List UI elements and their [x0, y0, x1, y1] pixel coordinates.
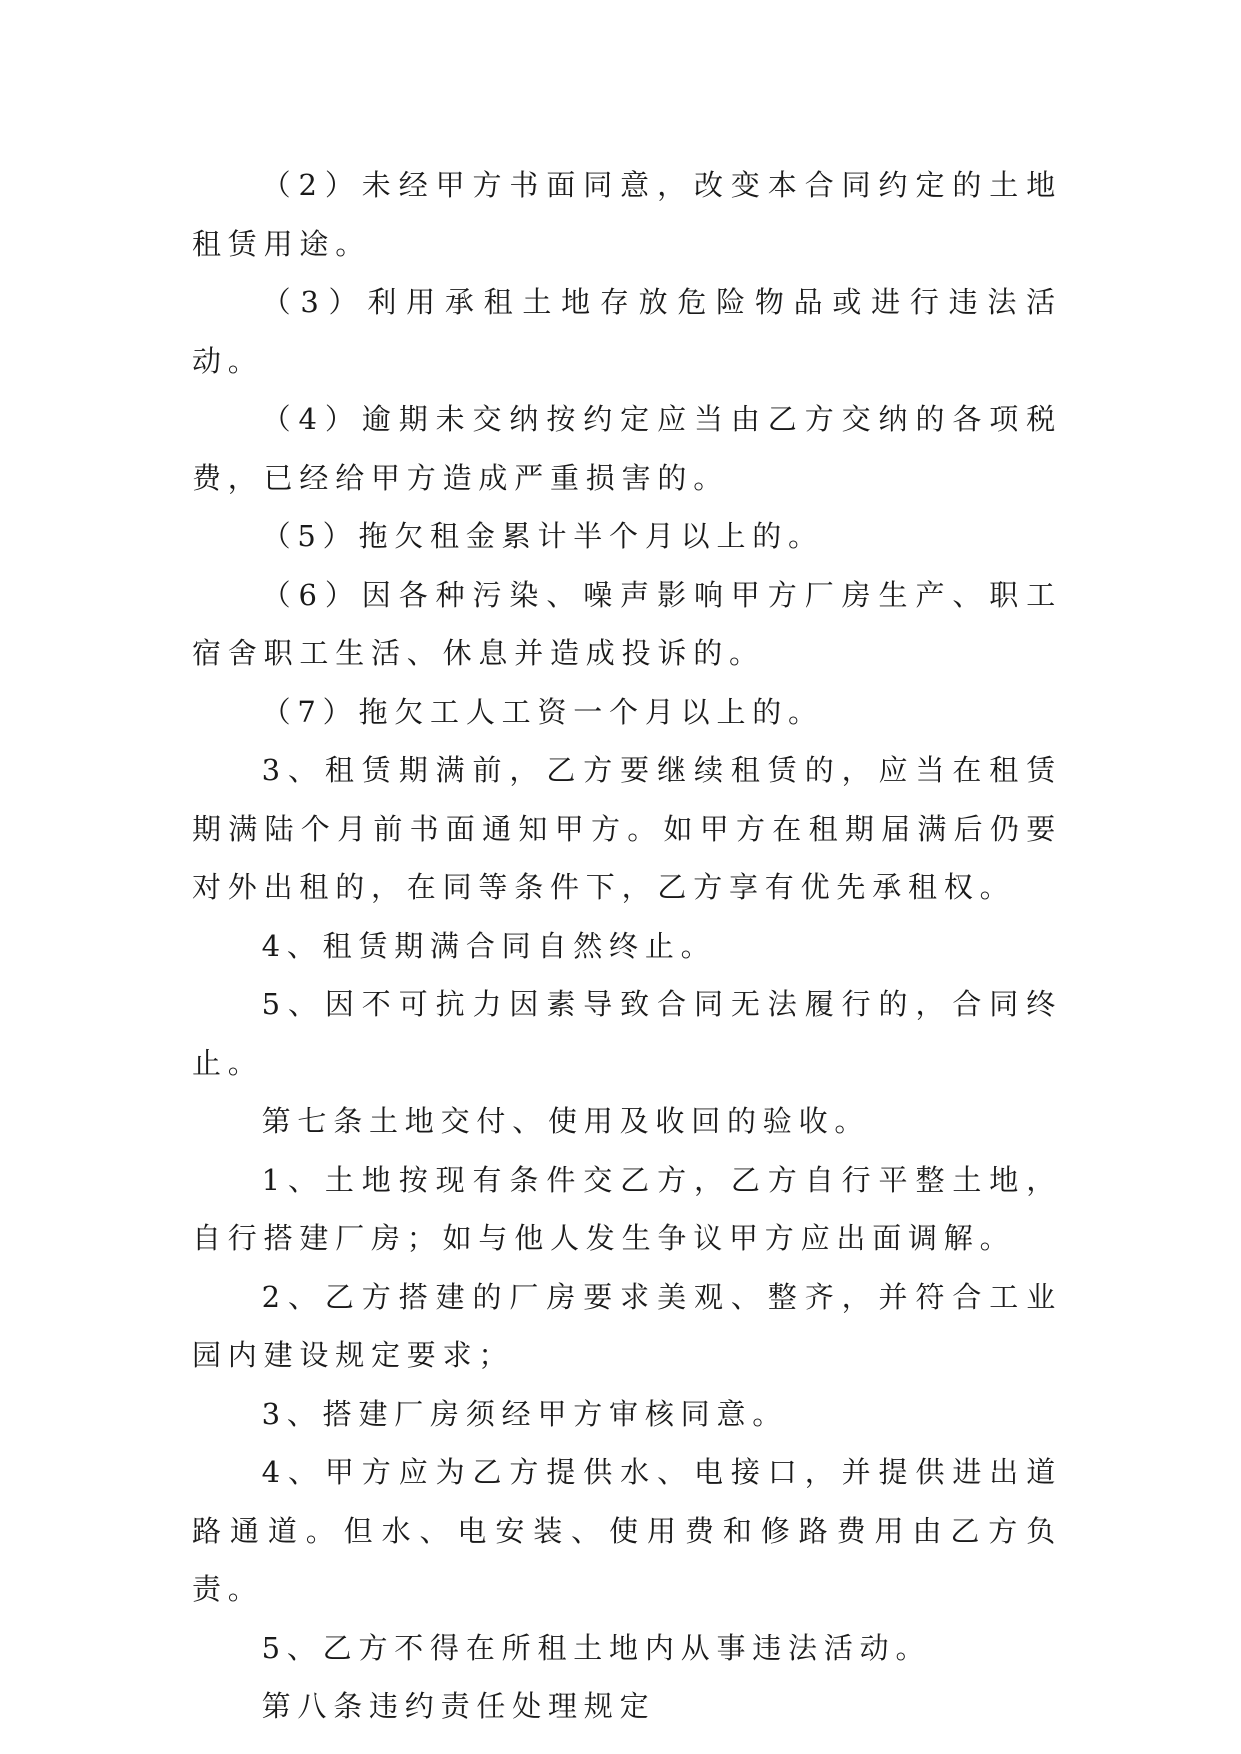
paragraph-clause-3: （3）利用承租土地存放危险物品或进行违法活动。 [192, 285, 1062, 378]
paragraph-clause-2: （2）未经甲方书面同意，改变本合同约定的土地租赁用途。 [192, 168, 1062, 261]
paragraph-clause-4: （4）逾期未交纳按约定应当由乙方交纳的各项税费，已经给甲方造成严重损害的。 [192, 402, 1062, 495]
section-heading-article-7: 第七条土地交付、使用及收回的验收。 [261, 1104, 871, 1138]
paragraph-utilities: 4、甲方应为乙方提供水、电接口，并提供进出道路通道。但水、电安装、使用费和修路费用由乙方负责。 [192, 1455, 1062, 1606]
paragraph-approval: 3、搭建厂房须经甲方审核同意。 [261, 1396, 789, 1431]
document-body [192, 156, 1062, 1736]
paragraph-land-delivery: 1、土地按现有条件交乙方，乙方自行平整土地，自行搭建厂房；如与他人发生争议甲方应出面调解。 [192, 1162, 1062, 1255]
paragraph-renewal: 3、租赁期满前，乙方要继续租赁的，应当在租赁期满陆个月前书面通知甲方。如甲方在租期届满后仍要对外出租的，在同等条件下，乙方享有优先承租权。 [192, 753, 1062, 904]
paragraph-clause-5: （5）拖欠租金累计半个月以上的。 [261, 519, 824, 553]
paragraph-clause-6: （6）因各种污染、噪声影响甲方厂房生产、职工宿舍职工生活、休息并造成投诉的。 [192, 577, 1062, 670]
paragraph-expiry: 4、租赁期满合同自然终止。 [261, 928, 717, 963]
paragraph-force-majeure: 5、因不可抗力因素导致合同无法履行的，合同终止。 [192, 987, 1062, 1080]
paragraph-building-standards: 2、乙方搭建的厂房要求美观、整齐，并符合工业园内建设规定要求； [192, 1279, 1062, 1372]
paragraph-clause-7: （7）拖欠工人工资一个月以上的。 [261, 694, 824, 729]
section-heading-article-8: 第八条违约责任处理规定 [261, 1689, 656, 1723]
paragraph-no-illegal-activity: 5、乙方不得在所租土地内从事违法活动。 [261, 1630, 932, 1665]
